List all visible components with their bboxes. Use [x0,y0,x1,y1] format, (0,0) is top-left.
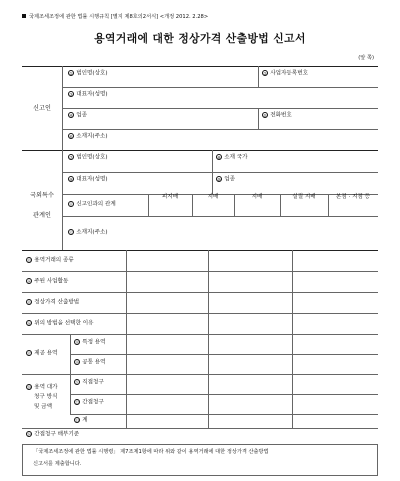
rule [62,87,378,88]
field-related-representative: ⑨ 대표자(성명) [69,176,108,183]
row-indirect-claim: ㉒ 간접청구 [75,399,104,406]
applicant-section-label: 신고인 [33,105,51,112]
rule [208,250,209,428]
rule [70,334,71,414]
field-related-industry: ⑩ 업종 [217,176,235,183]
rule [22,313,378,314]
rule [126,250,127,428]
form-reference-text: 국제조세조정에 관한 법률 시행규칙 [별지 제8호의2서식] <개정 2012. 2.28> [29,14,209,20]
rule [62,129,378,130]
rule [22,428,378,429]
rule [22,150,378,151]
relation-col-control-2: 지배 [251,194,263,200]
square-bullet-icon [22,14,26,18]
rule [70,414,378,415]
field-country: ⑧ 소재 국가 [217,154,248,161]
declaration-line-2: 신고서를 제출합니다. [33,461,82,467]
related-section-label-1: 국외특수 [30,192,54,199]
rule [70,394,378,395]
row-service-type: ⑬ 용역거래의 종류 [27,257,74,264]
field-phone: ⑤ 전화번호 [263,112,292,119]
row-claim-method: ⑳ 용역 대가 [27,384,58,391]
row-method-reason: ⑯ 위의 방법을 선택한 이유 [27,320,94,327]
field-business-number: ② 사업자등록번호 [263,70,309,77]
row-direct-claim: ㉑ 직접청구 [75,379,104,386]
row-specific-service: ⑱ 특정 용역 [75,339,106,346]
field-related-name: ⑦ 법인명(상호) [69,154,108,161]
rule [22,271,378,272]
form-reference [22,14,208,21]
rule [22,292,378,293]
rule [292,250,293,428]
field-corporate-name: ① 법인명(상호) [69,70,108,77]
field-address: ⑥ 소재지(주소) [69,133,108,140]
row-claim-method-line-2: 청구 방식 [34,394,58,400]
rule [258,66,259,87]
rule [62,172,378,173]
rule [70,354,378,355]
row-claim-total: ㉓ 계 [75,417,88,424]
rule [62,216,378,217]
rule [258,108,259,129]
relation-col-controlled: 피지배 [161,194,179,200]
form-title: 용역거래에 대한 정상가격 산출방법 신고서 [94,32,306,45]
rule [212,150,213,194]
related-section-label-2: 관계인 [33,212,51,219]
rule [22,250,378,251]
declaration-form [22,66,378,476]
field-industry: ④ 업종 [69,112,87,119]
field-relationship: ⑪ 신고인과의 관계 [69,201,116,208]
declaration-box [22,444,378,476]
row-provided-service: ⑰ 제공 용역 [27,350,58,357]
rule [22,334,378,335]
rule [22,66,378,67]
row-claim-method-line-3: 및 금액 [34,404,52,410]
row-pricing-method: ⑮ 정상가격 산출방법 [27,299,80,306]
relation-col-control-1: 지배 [207,194,219,200]
relation-col-actual-control: 실질 지배 [292,194,316,200]
row-main-business: ⑭ 주된 사업활동 [27,278,69,285]
row-allocation-basis: ㉔ 간접청구 배부기준 [27,431,80,438]
rule [22,374,378,375]
row-common-service: ⑲ 공통 용역 [75,359,106,366]
field-related-address: ⑫ 소재지(주소) [69,229,108,236]
rule [62,66,63,250]
relation-col-branch: 본점 · 지점 등 [335,194,371,200]
rule [62,108,378,109]
field-representative: ③ 대표자(성명) [69,91,108,98]
declaration-line-1: 「국제조세조정에 관한 법률 시행령」 제7조제1항에 따라 위와 같이 용역거래에 대한 정상가격 산출방법 [33,449,269,455]
page-side-note: (앞 쪽) [358,55,374,61]
